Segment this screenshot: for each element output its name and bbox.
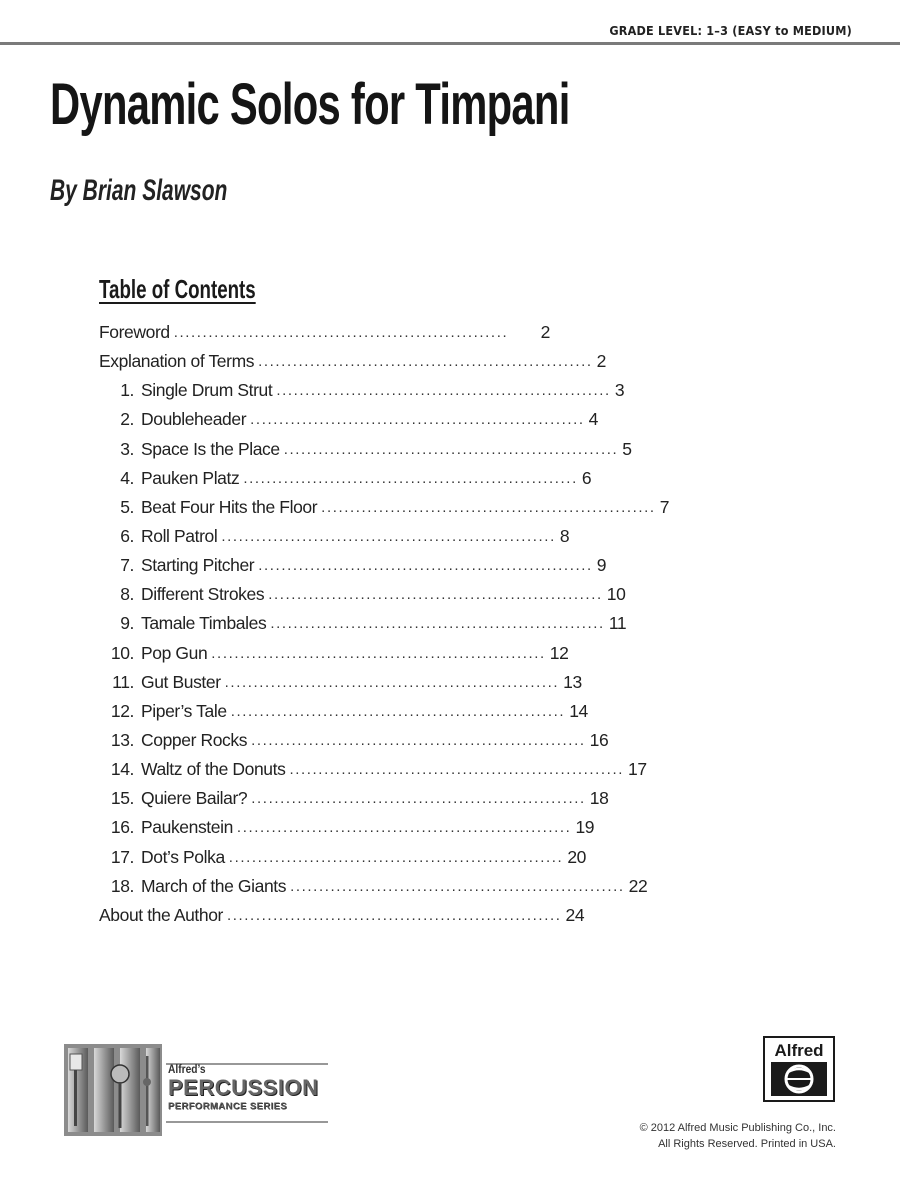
toc-entry-title: Roll Patrol — [141, 526, 218, 547]
toc-entry-number: 16. — [110, 817, 134, 838]
toc-entry-title: Single Drum Strut — [141, 380, 273, 401]
toc-dot-leader: .......................................................... — [211, 644, 546, 662]
toc-dot-leader: .......................................................... — [250, 411, 585, 429]
toc-entry-title: Explanation of Terms — [99, 351, 255, 372]
toc-entry-page: 9 — [596, 555, 607, 576]
toc-entry-page: 14 — [569, 700, 588, 721]
toc-entry-page: 16 — [589, 730, 609, 751]
toc-entry — [99, 843, 586, 872]
toc-entry-title: Pauken Platz — [141, 467, 240, 488]
toc-entry-page: 2 — [540, 322, 550, 343]
toc-entry-page: 19 — [575, 817, 595, 838]
toc-entry-number: 1. — [120, 380, 134, 401]
toc-dot-leader: .......................................................... — [173, 324, 509, 342]
toc-entry-number: 5. — [120, 496, 134, 517]
toc-entry-page: 20 — [567, 846, 586, 867]
series-logo-line3: PERFORMANCE SERIES — [168, 1101, 288, 1112]
toc-entry-title: March of the Giants — [141, 875, 287, 896]
toc-dot-leader: .......................................................... — [290, 877, 625, 895]
toc-dot-leader: .......................................................... — [224, 673, 560, 691]
toc-dot-leader: .......................................................... — [258, 353, 593, 371]
toc-heading: Table of Contents — [99, 274, 256, 304]
toc-entry-number: 15. — [110, 788, 134, 809]
toc-entry-title: Piper’s Tale — [141, 700, 227, 721]
toc-entry — [99, 580, 626, 609]
page-title: Dynamic Solos for Timpani — [50, 72, 570, 137]
toc-entry-number: 17. — [110, 846, 134, 867]
toc-entry-title: Paukenstein — [141, 817, 233, 838]
toc-entry — [99, 668, 582, 697]
toc-entry — [99, 639, 569, 668]
series-logo-line2: PERCUSSION — [168, 1075, 319, 1100]
alfred-publisher-logo — [763, 1036, 835, 1102]
toc-entry-title: Doubleheader — [141, 409, 247, 430]
toc-dot-leader: .......................................................... — [221, 528, 556, 546]
toc-entry-page: 7 — [659, 496, 670, 517]
toc-entry — [99, 405, 599, 434]
toc-dot-leader: .......................................................... — [251, 732, 586, 750]
toc-dot-leader: .......................................................... — [228, 848, 564, 866]
toc-entry-title: Foreword — [99, 322, 170, 343]
toc-entry-title: Beat Four Hits the Floor — [141, 496, 318, 517]
toc-dot-leader: .......................................................... — [268, 586, 603, 604]
toc-entry-page: 2 — [596, 351, 606, 372]
toc-entry — [99, 435, 632, 464]
toc-entry-number: 9. — [120, 613, 134, 634]
toc-entry-number: 12. — [110, 700, 134, 721]
toc-entry-page: 11 — [608, 613, 627, 634]
toc-entry — [99, 347, 606, 376]
toc-entry-number: 6. — [120, 526, 134, 547]
toc-entry-number: 18. — [110, 875, 134, 896]
copyright-line2: All Rights Reserved. Printed in USA. — [658, 1138, 836, 1150]
toc-entry-number: 2. — [120, 409, 134, 430]
toc-entry — [99, 464, 592, 493]
toc-entry-page: 5 — [622, 438, 632, 459]
toc-entry-number: 11. — [112, 671, 134, 692]
toc-entry — [99, 609, 627, 638]
toc-entry-title: Different Strokes — [141, 584, 265, 605]
toc-entry — [99, 872, 648, 901]
toc-entry — [99, 726, 609, 755]
toc-entry-title: Starting Pitcher — [141, 555, 255, 576]
toc-dot-leader: .......................................................... — [270, 615, 605, 633]
toc-entry-page: 6 — [581, 467, 592, 488]
toc-dot-leader: .......................................................... — [289, 761, 624, 779]
toc-entry-title: Tamale Timbales — [141, 613, 267, 634]
toc-entry-page: 3 — [614, 380, 625, 401]
toc-entry — [99, 493, 670, 522]
toc-entry-number: 4. — [120, 467, 134, 488]
toc-entry-number: 3. — [120, 438, 134, 459]
toc-entry-page: 17 — [627, 759, 647, 780]
toc-entry — [99, 755, 647, 784]
toc-entry — [99, 697, 588, 726]
toc-entry-number: 14. — [110, 759, 134, 780]
toc-entry-title: Quiere Bailar? — [141, 788, 248, 809]
toc-entry-title: Space Is the Place — [141, 438, 280, 459]
toc-entry-page: 24 — [565, 904, 585, 925]
toc-entry — [99, 784, 609, 813]
toc-entry-title: Pop Gun — [141, 642, 208, 663]
toc-entry-title: Copper Rocks — [141, 730, 248, 751]
toc-entry-page: 18 — [589, 788, 609, 809]
grade-level-label: GRADE LEVEL: 1–3 (EASY to MEDIUM) — [609, 23, 852, 38]
toc-dot-leader: .......................................................... — [230, 702, 566, 720]
toc-entry — [99, 522, 570, 551]
toc-entry-page: 4 — [588, 409, 599, 430]
toc-entry — [99, 318, 550, 347]
toc-entry — [99, 813, 595, 842]
toc-dot-leader: .......................................................... — [276, 382, 611, 400]
toc-dot-leader: .......................................................... — [321, 498, 656, 516]
toc-entry-page: 13 — [563, 671, 582, 692]
header-rule — [0, 42, 900, 45]
series-logo-line1: Alfred’s — [168, 1062, 206, 1076]
toc-entry — [99, 901, 585, 930]
toc-entry-number: 13. — [110, 730, 134, 751]
copyright-line1: © 2012 Alfred Music Publishing Co., Inc. — [639, 1122, 836, 1134]
toc-entry-title: Dot’s Polka — [141, 846, 225, 867]
toc-entry-page: 8 — [559, 526, 570, 547]
toc-dot-leader: .......................................................... — [243, 469, 578, 487]
toc-entry-title: Waltz of the Donuts — [141, 759, 286, 780]
toc-entry-page: 10 — [606, 584, 626, 605]
publisher-logo-text: Alfred — [774, 1041, 824, 1060]
table-of-contents — [99, 318, 670, 930]
toc-entry — [99, 551, 607, 580]
toc-entry-page: 12 — [549, 642, 569, 663]
toc-dot-leader: .......................................................... — [283, 440, 619, 458]
toc-entry-page: 22 — [628, 875, 648, 896]
toc-entry-title: About the Author — [99, 904, 223, 925]
toc-dot-leader: .......................................................... — [226, 906, 562, 924]
series-logo-text — [168, 1062, 318, 1112]
toc-entry-number: 10. — [110, 642, 134, 663]
toc-dot-leader: .......................................................... — [251, 790, 586, 808]
copyright-notice — [640, 1120, 836, 1152]
author-byline: By Brian Slawson — [50, 174, 228, 207]
toc-entry — [99, 376, 625, 405]
toc-entry-number: 8. — [120, 584, 134, 605]
toc-entry-number: 7. — [120, 555, 134, 576]
toc-dot-leader: .......................................................... — [236, 819, 572, 837]
toc-dot-leader: .......................................................... — [258, 557, 593, 575]
toc-entry-title: Gut Buster — [141, 671, 221, 692]
